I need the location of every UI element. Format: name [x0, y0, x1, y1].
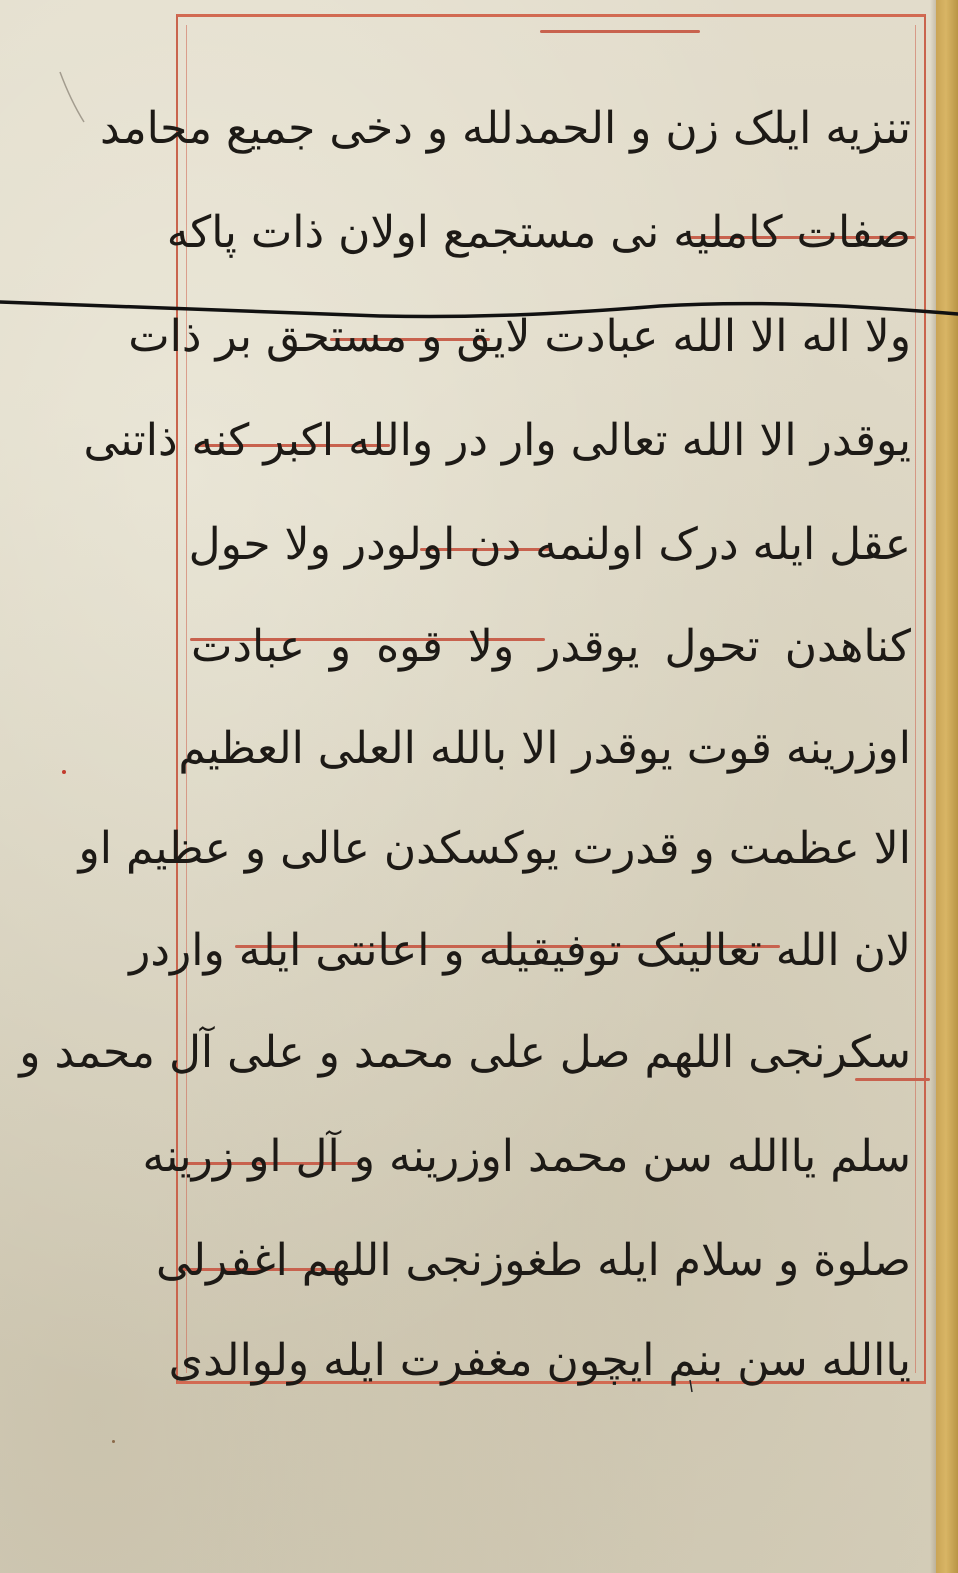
text-line-12: صلوة و سلام ایله طغوزنجی اللهم اغفرلی [155, 1235, 911, 1286]
red-ink-speck [112, 1440, 115, 1443]
text-line-6: کناهدن تحول یوقدر ولا قوه و عبادت [191, 621, 911, 672]
text-line-2: صفات کاملیه نی مستجمع اولان ذات پاکه [166, 207, 911, 258]
text-line-7: اوزرینه قوت یوقدر الا بالله العلی العظیم [178, 723, 911, 774]
text-line-5: عقل ایله درک اولنمه دن اولودر ولا حول [188, 519, 911, 570]
text-line-11: سلم یاالله سن محمد اوزرینه و آل او زرینه [142, 1131, 911, 1182]
text-line-10: سکرنجی اللهم صل علی محمد و علی آل محمد و [19, 1027, 911, 1078]
text-line-13: یاالله سن بنم ایچون مغفرت ایله ولوالدی [168, 1335, 911, 1386]
text-line-8: الا عظمت و قدرت یوکسکدن عالی و عظیم او [78, 823, 911, 874]
text-line-3: ولا اله الا الله عبادت لایق و مستحق بر ذات [128, 311, 911, 362]
text-line-9: لان الله تعالینک توفیقیله و اعانتی ایله واردر [129, 925, 911, 976]
text-line-1: تنزیه ایلک زن و الحمدلله و دخی جمیع محامد [100, 103, 911, 154]
red-ink-speck [62, 770, 66, 774]
text-line-4: یوقدر الا الله تعالی وار در والله اکبر کنه ذاتنی [83, 415, 911, 466]
